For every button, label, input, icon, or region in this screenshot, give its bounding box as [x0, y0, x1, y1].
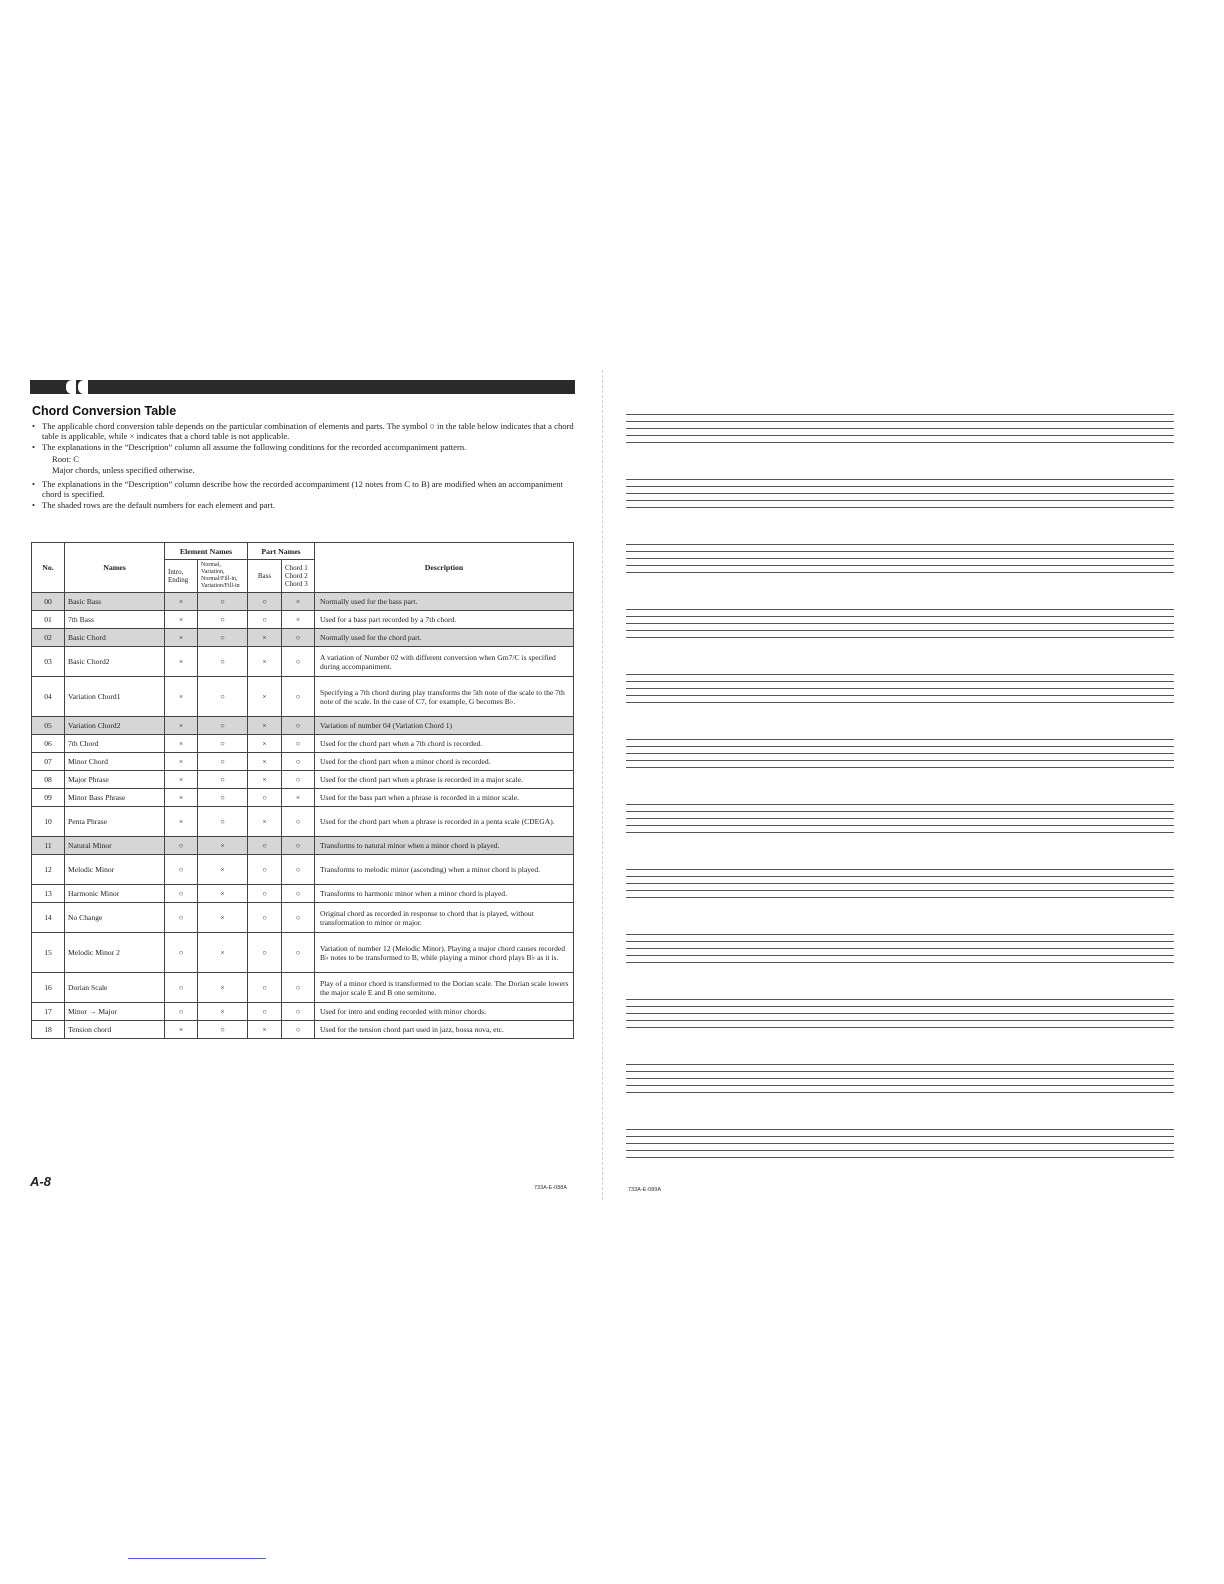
row-number: 05 [32, 717, 65, 735]
row-bass: ○ [248, 933, 282, 973]
row-normal-variation: ○ [198, 771, 248, 789]
staff-line [626, 962, 1174, 963]
table-row [32, 1003, 574, 1021]
row-bass: × [248, 807, 282, 837]
music-staff [626, 739, 1174, 769]
staff-line [626, 739, 1174, 740]
row-normal-variation: × [198, 1003, 248, 1021]
staff-line [626, 1085, 1174, 1086]
table-row [32, 933, 574, 973]
staff-line [626, 609, 1174, 610]
bullet-item: • The explanations in the “Description” column all assume the following conditions for the recorded accompaniment pattern. [32, 442, 577, 452]
staff-line [626, 414, 1174, 415]
table-row [32, 855, 574, 885]
bullet-item: • The applicable chord conversion table depends on the particular combination of elements and parts. The symbol ○ in the table below indicates that a chord table is applicable, while × indicates that a chord table is not applicable. [32, 421, 577, 442]
staff-line [626, 551, 1174, 552]
staff-line [626, 753, 1174, 754]
page-number: A-8 [30, 1174, 51, 1189]
row-normal-variation: × [198, 903, 248, 933]
table-row [32, 1021, 574, 1039]
staff-line [626, 746, 1174, 747]
row-chord: ○ [282, 855, 315, 885]
row-normal-variation: ○ [198, 593, 248, 611]
staff-line [626, 1071, 1174, 1072]
row-description: Original chord as recorded in response to chord that is played, without transformation to minor or major. [315, 903, 574, 933]
staff-line [626, 804, 1174, 805]
row-bass: × [248, 735, 282, 753]
row-name: 7th Bass [65, 611, 165, 629]
row-intro-ending: ○ [165, 1003, 198, 1021]
row-description: Transforms to harmonic minor when a minor chord is played. [315, 885, 574, 903]
table-row [32, 717, 574, 735]
row-description: Used for intro and ending recorded with minor chords. [315, 1003, 574, 1021]
row-number: 16 [32, 973, 65, 1003]
staff-line [626, 1150, 1174, 1151]
row-number: 01 [32, 611, 65, 629]
staff-line [626, 500, 1174, 501]
row-bass: ○ [248, 855, 282, 885]
row-chord: ○ [282, 1021, 315, 1039]
staff-line [626, 558, 1174, 559]
row-intro-ending: × [165, 807, 198, 837]
staff-line [626, 1027, 1174, 1028]
row-name: Basic Chord2 [65, 647, 165, 677]
row-name: Minor → Major [65, 1003, 165, 1021]
header-normal-variation: Normal, Variation, Normal/Fill-in, Variation/Fill-in [198, 560, 248, 593]
music-staff [626, 1064, 1174, 1094]
staff-line [626, 883, 1174, 884]
row-number: 08 [32, 771, 65, 789]
row-intro-ending: × [165, 717, 198, 735]
condition-major: Major chords, unless specified otherwise. [52, 464, 195, 475]
row-chord: ○ [282, 933, 315, 973]
row-chord: ○ [282, 885, 315, 903]
staff-line [626, 1143, 1174, 1144]
row-normal-variation: ○ [198, 611, 248, 629]
row-name: Variation Chord1 [65, 677, 165, 717]
row-bass: ○ [248, 837, 282, 855]
table-row [32, 903, 574, 933]
row-intro-ending: ○ [165, 933, 198, 973]
staff-line [626, 616, 1174, 617]
row-bass: × [248, 1021, 282, 1039]
row-chord: × [282, 593, 315, 611]
table-row [32, 789, 574, 807]
staff-line [626, 674, 1174, 675]
row-chord: × [282, 611, 315, 629]
row-description: Used for the chord part when a 7th chord is recorded. [315, 735, 574, 753]
row-normal-variation: ○ [198, 677, 248, 717]
row-name: Variation Chord2 [65, 717, 165, 735]
row-bass: ○ [248, 611, 282, 629]
staff-line [626, 941, 1174, 942]
row-name: Minor Chord [65, 753, 165, 771]
row-bass: × [248, 753, 282, 771]
row-name: Basic Bass [65, 593, 165, 611]
staff-line [626, 486, 1174, 487]
row-intro-ending: × [165, 677, 198, 717]
table-row [32, 885, 574, 903]
page-title: Chord Conversion Table [32, 404, 177, 418]
row-description: Used for the tension chord part used in jazz, bossa nova, etc. [315, 1021, 574, 1039]
row-description: Used for the chord part when a phrase is recorded in a penta scale (CDEGA). [315, 807, 574, 837]
page-divider [602, 370, 603, 1200]
staff-line [626, 442, 1174, 443]
header-chord: Chord 1 Chord 2 Chord 3 [282, 560, 315, 593]
staff-line [626, 1078, 1174, 1079]
row-number: 03 [32, 647, 65, 677]
table-row [32, 611, 574, 629]
staff-line [626, 890, 1174, 891]
chord-conversion-table [31, 542, 574, 1039]
row-bass: ○ [248, 903, 282, 933]
staff-line [626, 1136, 1174, 1137]
table-row [32, 837, 574, 855]
row-normal-variation: × [198, 837, 248, 855]
row-chord: ○ [282, 837, 315, 855]
row-chord: ○ [282, 753, 315, 771]
row-description: Variation of number 04 (Variation Chord 1) [315, 717, 574, 735]
table-row [32, 647, 574, 677]
row-number: 04 [32, 677, 65, 717]
staff-line [626, 630, 1174, 631]
row-description: Specifying a 7th chord during play transforms the 5th note of the scale to the 7th note of the scale. In the case of C7, for example, G becomes B♭. [315, 677, 574, 717]
header-description: Description [315, 543, 574, 593]
staff-line [626, 565, 1174, 566]
row-normal-variation: ○ [198, 717, 248, 735]
row-number: 10 [32, 807, 65, 837]
bullet-item: • The shaded rows are the default numbers for each element and part. [32, 500, 577, 510]
row-intro-ending: × [165, 771, 198, 789]
staff-line [626, 507, 1174, 508]
row-chord: ○ [282, 647, 315, 677]
row-intro-ending: ○ [165, 837, 198, 855]
row-intro-ending: × [165, 611, 198, 629]
row-bass: ○ [248, 885, 282, 903]
row-number: 17 [32, 1003, 65, 1021]
row-bass: ○ [248, 973, 282, 1003]
header-band-notch [78, 380, 88, 394]
row-description: Variation of number 12 (Melodic Minor). Playing a major chord causes recorded B♭ notes to be transformed to B, while playing a minor chord plays B♭ as it is. [315, 933, 574, 973]
table-row [32, 735, 574, 753]
staff-line [626, 702, 1174, 703]
staff-line [626, 1006, 1174, 1007]
row-intro-ending: × [165, 629, 198, 647]
staff-line [626, 1157, 1174, 1158]
staff-line [626, 832, 1174, 833]
staff-line [626, 681, 1174, 682]
row-chord: ○ [282, 1003, 315, 1021]
row-name: Melodic Minor 2 [65, 933, 165, 973]
intro-bullets [32, 421, 577, 510]
row-number: 13 [32, 885, 65, 903]
row-bass: ○ [248, 593, 282, 611]
header-part-names: Part Names [248, 543, 315, 560]
staff-line [626, 767, 1174, 768]
music-staff [626, 544, 1174, 574]
staff-line [626, 1129, 1174, 1130]
row-bass: ○ [248, 789, 282, 807]
table-row [32, 771, 574, 789]
staff-line [626, 1064, 1174, 1065]
row-name: Penta Phrase [65, 807, 165, 837]
row-description: Transforms to natural minor when a minor chord is played. [315, 837, 574, 855]
row-chord: ○ [282, 677, 315, 717]
section-header-band [30, 380, 575, 394]
row-intro-ending: × [165, 647, 198, 677]
staff-line [626, 428, 1174, 429]
row-description: Transforms to melodic minor (ascending) when a minor chord is played. [315, 855, 574, 885]
music-staff [626, 479, 1174, 509]
row-normal-variation: × [198, 855, 248, 885]
staff-line [626, 948, 1174, 949]
row-number: 11 [32, 837, 65, 855]
staff-line [626, 811, 1174, 812]
header-band-notch [66, 380, 76, 394]
staff-line [626, 1013, 1174, 1014]
row-description: Normally used for the chord part. [315, 629, 574, 647]
row-bass: × [248, 717, 282, 735]
row-intro-ending: ○ [165, 855, 198, 885]
music-staff [626, 869, 1174, 899]
row-number: 18 [32, 1021, 65, 1039]
row-bass: × [248, 771, 282, 789]
row-intro-ending: × [165, 753, 198, 771]
row-name: Minor Bass Phrase [65, 789, 165, 807]
row-name: 7th Chord [65, 735, 165, 753]
header-intro-ending: Intro, Ending [165, 560, 198, 593]
row-name: Tension chord [65, 1021, 165, 1039]
row-chord: ○ [282, 771, 315, 789]
row-normal-variation: ○ [198, 753, 248, 771]
table-row [32, 593, 574, 611]
table-row [32, 753, 574, 771]
staff-line [626, 999, 1174, 1000]
row-normal-variation: ○ [198, 735, 248, 753]
header-no: No. [32, 543, 65, 593]
row-normal-variation: × [198, 933, 248, 973]
row-name: Melodic Minor [65, 855, 165, 885]
staff-line [626, 760, 1174, 761]
table-row [32, 973, 574, 1003]
staff-line [626, 934, 1174, 935]
row-intro-ending: × [165, 593, 198, 611]
row-normal-variation: ○ [198, 789, 248, 807]
staff-line [626, 637, 1174, 638]
row-name: Dorian Scale [65, 973, 165, 1003]
row-intro-ending: × [165, 1021, 198, 1039]
music-staff [626, 414, 1174, 444]
row-description: Normally used for the bass part. [315, 593, 574, 611]
condition-text [32, 454, 577, 475]
music-staff [626, 999, 1174, 1029]
staff-line [626, 825, 1174, 826]
table-row [32, 629, 574, 647]
music-staff [626, 1129, 1174, 1159]
row-description: A variation of Number 02 with different conversion when Gm7/C is specified during accompaniment. [315, 647, 574, 677]
row-description: Play of a minor chord is transformed to the Dorian scale. The Dorian scale lowers the major scale E and B one semitone. [315, 973, 574, 1003]
row-intro-ending: × [165, 789, 198, 807]
row-intro-ending: ○ [165, 885, 198, 903]
staff-line [626, 1020, 1174, 1021]
music-staff [626, 609, 1174, 639]
row-name: No Change [65, 903, 165, 933]
staff-line [626, 897, 1174, 898]
bullet-item: • The explanations in the “Description” column describe how the recorded accompaniment (12 notes from C to B) are modified when an accompaniment chord is specified. [32, 479, 577, 500]
row-bass: × [248, 629, 282, 647]
row-description: Used for a bass part recorded by a 7th chord. [315, 611, 574, 629]
row-description: Used for the chord part when a phrase is recorded in a major scale. [315, 771, 574, 789]
row-bass: ○ [248, 1003, 282, 1021]
condition-root: Root: C [52, 454, 79, 465]
staff-line [626, 544, 1174, 545]
row-intro-ending: × [165, 735, 198, 753]
table-row [32, 807, 574, 837]
staff-line [626, 695, 1174, 696]
staff-line [626, 479, 1174, 480]
music-staff [626, 674, 1174, 704]
row-number: 14 [32, 903, 65, 933]
staff-line [626, 955, 1174, 956]
staff-line [626, 876, 1174, 877]
staff-line [626, 572, 1174, 573]
row-number: 06 [32, 735, 65, 753]
row-chord: × [282, 789, 315, 807]
row-normal-variation: × [198, 885, 248, 903]
document-code-right: 733A-E-089A [628, 1187, 662, 1193]
row-chord: ○ [282, 973, 315, 1003]
staff-line [626, 688, 1174, 689]
row-normal-variation: ○ [198, 647, 248, 677]
row-number: 12 [32, 855, 65, 885]
row-chord: ○ [282, 735, 315, 753]
row-intro-ending: ○ [165, 973, 198, 1003]
row-number: 15 [32, 933, 65, 973]
staff-line [626, 818, 1174, 819]
row-bass: × [248, 677, 282, 717]
row-chord: ○ [282, 629, 315, 647]
bottom-link-underline [128, 1558, 266, 1559]
table-row [32, 677, 574, 717]
header-bass: Bass [248, 560, 282, 593]
staff-line [626, 623, 1174, 624]
row-name: Major Phrase [65, 771, 165, 789]
document-code-left: 733A-E-088A [534, 1185, 568, 1191]
row-intro-ending: ○ [165, 903, 198, 933]
row-chord: ○ [282, 717, 315, 735]
row-name: Harmonic Minor [65, 885, 165, 903]
header-names: Names [65, 543, 165, 593]
music-staff [626, 804, 1174, 834]
staff-line [626, 421, 1174, 422]
staff-line [626, 869, 1174, 870]
row-description: Used for the chord part when a minor chord is recorded. [315, 753, 574, 771]
music-staff [626, 934, 1174, 964]
row-normal-variation: × [198, 973, 248, 1003]
row-number: 02 [32, 629, 65, 647]
staff-line [626, 435, 1174, 436]
row-normal-variation: ○ [198, 629, 248, 647]
row-name: Natural Minor [65, 837, 165, 855]
staff-line [626, 1092, 1174, 1093]
row-name: Basic Chord [65, 629, 165, 647]
row-description: Used for the bass part when a phrase is recorded in a minor scale. [315, 789, 574, 807]
row-number: 09 [32, 789, 65, 807]
row-normal-variation: ○ [198, 1021, 248, 1039]
staff-line [626, 493, 1174, 494]
row-chord: ○ [282, 807, 315, 837]
row-bass: × [248, 647, 282, 677]
row-number: 07 [32, 753, 65, 771]
row-number: 00 [32, 593, 65, 611]
header-element-names: Element Names [165, 543, 248, 560]
row-normal-variation: ○ [198, 807, 248, 837]
row-chord: ○ [282, 903, 315, 933]
